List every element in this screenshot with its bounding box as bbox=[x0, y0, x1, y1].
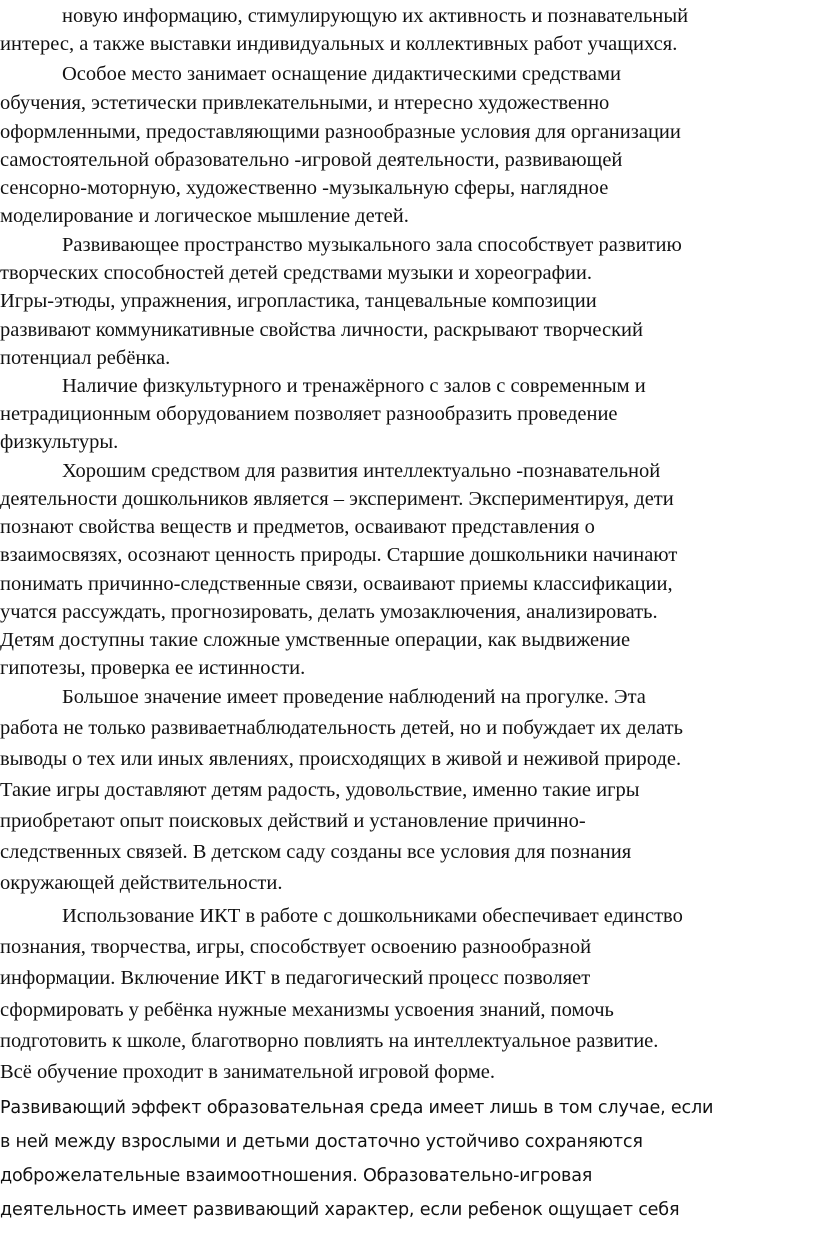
text-line: потенциал ребёнка. bbox=[0, 347, 171, 369]
text-line: работа не только развиваетнаблюдательность детей, но и побуждает их делать bbox=[0, 717, 683, 739]
paragraph-start-line: Особое место занимает оснащение дидактическими средствами bbox=[62, 63, 621, 85]
text-line: учатся рассуждать, прогнозировать, делать умозаключения, анализировать. bbox=[0, 601, 658, 623]
text-line: новую информацию, стимулирующую их активность и познавательный bbox=[62, 5, 689, 27]
text-line: сенсорно-моторную, художественно -музыкальную сферы, наглядное bbox=[0, 177, 609, 199]
text-line: следственных связей. В детском саду созданы все условия для познания bbox=[0, 841, 632, 863]
text-line: познания, творчества, игры, способствует освоению разнообразной bbox=[0, 936, 592, 958]
text-line: Всё обучение проходит в занимательной игровой форме. bbox=[0, 1061, 496, 1083]
text-line: обучения, эстетически привлекательными, и нтересно художественно bbox=[0, 92, 610, 114]
text-line: сформировать у ребёнка нужные механизмы усвоения знаний, помочь bbox=[0, 999, 614, 1021]
text-line: гипотезы, проверка ее истинности. bbox=[0, 657, 306, 679]
text-line: приобретают опыт поисковых действий и установление причинно- bbox=[0, 810, 586, 832]
paragraph-start-line: Развивающее пространство музыкального зала способствует развитию bbox=[62, 234, 682, 256]
paragraph-start-line: Большое значение имеет проведение наблюдений на прогулке. Эта bbox=[62, 686, 646, 708]
text-line: самостоятельной образовательно -игровой деятельности, развивающей bbox=[0, 149, 623, 171]
text-line: интерес, а также выставки индивидуальных и коллективных работ учащихся. bbox=[0, 33, 678, 55]
paragraph-start-line: Хорошим средством для развития интеллектуально -познавательной bbox=[62, 460, 661, 482]
paragraph-start-line: Использование ИКТ в работе с дошкольниками обеспечивает единство bbox=[62, 905, 683, 927]
text-line: деятельности дошкольников является – эксперимент. Экспериментируя, дети bbox=[0, 488, 674, 510]
text-line: Такие игры доставляют детям радость, удовольствие, именно такие игры bbox=[0, 779, 640, 801]
text-line: Развивающий эффект образовательная среда имеет лишь в том случае, если bbox=[0, 1098, 714, 1118]
text-line: физкультуры. bbox=[0, 431, 119, 453]
text-line: развивают коммуникативные свойства личности, раскрывают творческий bbox=[0, 319, 643, 341]
text-line: информации. Включение ИКТ в педагогический процесс позволяет bbox=[0, 967, 591, 989]
text-line: окружающей действительности. bbox=[0, 872, 283, 894]
text-line: познают свойства веществ и предметов, осваивают представления о bbox=[0, 516, 595, 538]
text-line: деятельность имеет развивающий характер, если ребенок ощущает себя bbox=[0, 1200, 680, 1220]
text-line: Игры-этюды, упражнения, игропластика, танцевальные композиции bbox=[0, 290, 597, 312]
text-line: нетрадиционным оборудованием позволяет разнообразить проведение bbox=[0, 403, 618, 425]
text-line: Детям доступны такие сложные умственные операции, как выдвижение bbox=[0, 629, 631, 651]
text-line: подготовить к школе, благотворно повлиять на интеллектуальное развитие. bbox=[0, 1030, 659, 1052]
text-line: моделирование и логическое мышление детей. bbox=[0, 205, 409, 227]
text-line: доброжелательные взаимоотношения. Образовательно-игровая bbox=[0, 1166, 593, 1186]
text-line: понимать причинно-следственные связи, осваивают приемы классификации, bbox=[0, 573, 673, 595]
text-line: взаимосвязях, осознают ценность природы. Старшие дошкольники начинают bbox=[0, 544, 678, 566]
paragraph-start-line: Наличие физкультурного и тренажёрного с залов с современным и bbox=[62, 375, 646, 397]
text-line: в ней между взрослыми и детьми достаточно устойчиво сохраняются bbox=[0, 1132, 643, 1152]
text-line: выводы о тех или иных явлениях, происходящих в живой и неживой природе. bbox=[0, 748, 682, 770]
text-line: творческих способностей детей средствами музыки и хореографии. bbox=[0, 262, 592, 284]
text-line: оформленными, предоставляющими разнообразные условия для организации bbox=[0, 121, 681, 143]
